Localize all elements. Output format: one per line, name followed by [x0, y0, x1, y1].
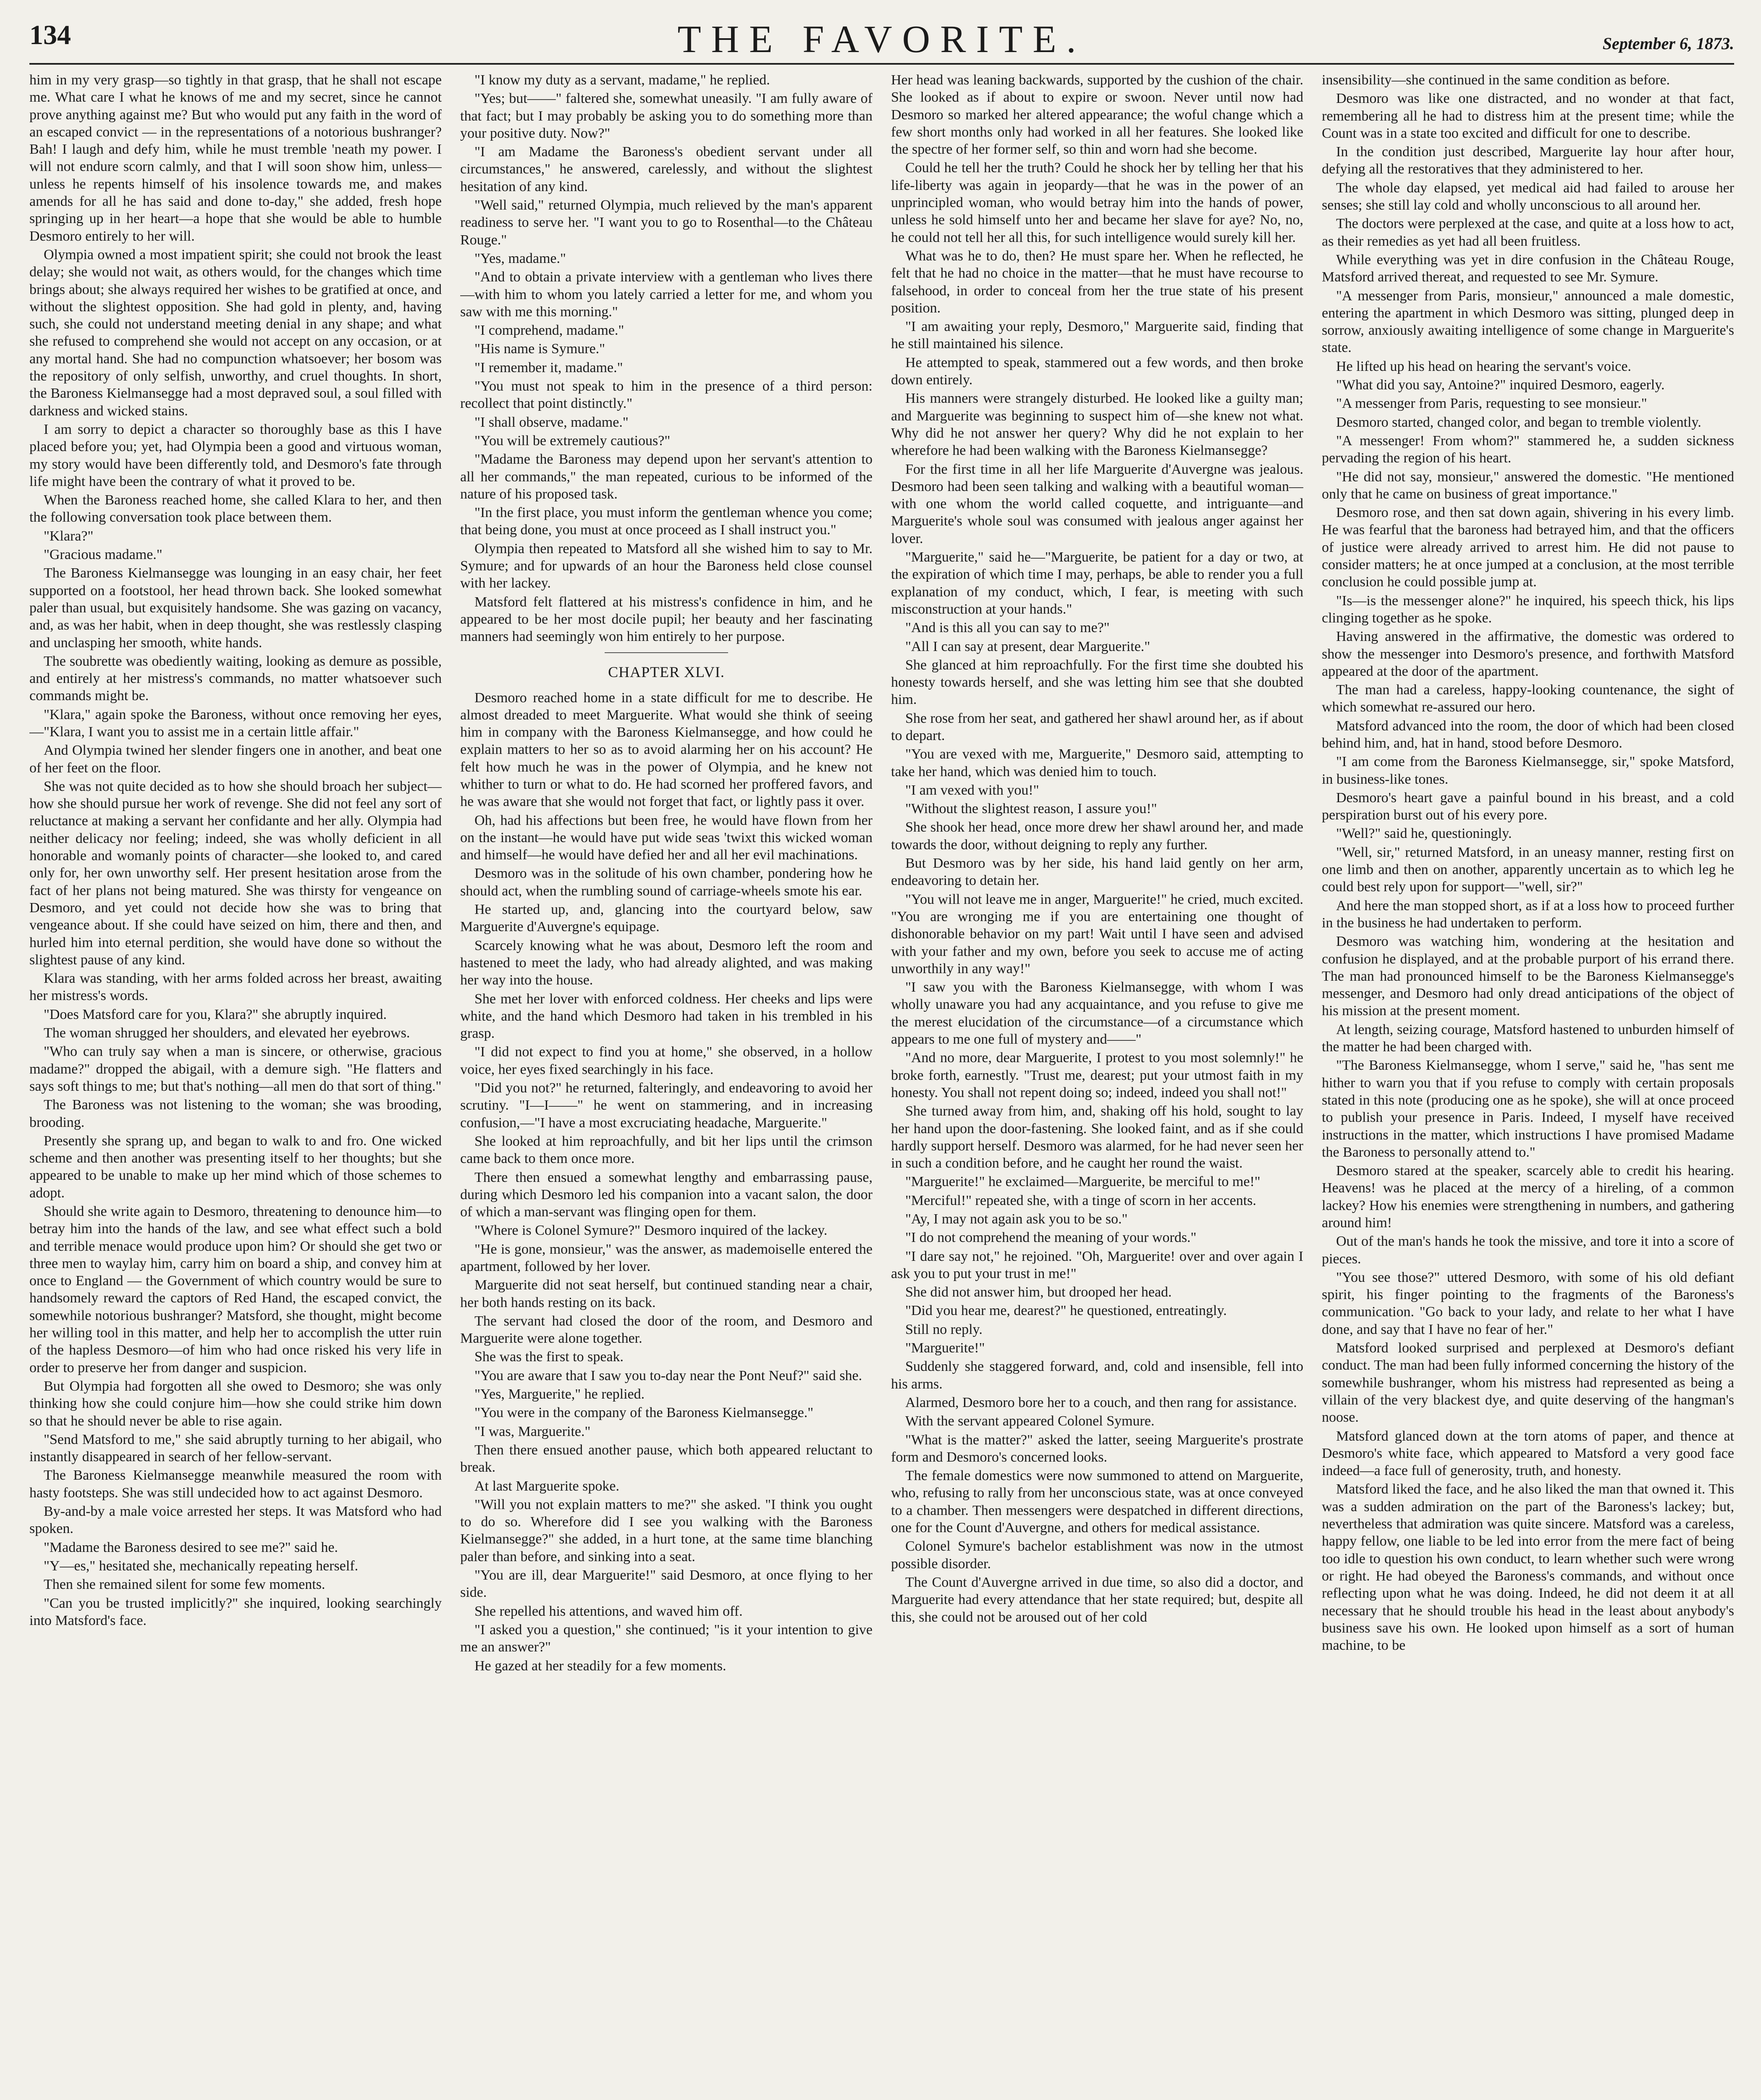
paragraph: "I remember it, madame." [474, 360, 623, 375]
paragraph: "Did you hear me, dearest?" he questioned, entreatingly. [905, 1303, 1227, 1319]
paragraph: And Olympia twined her slender fingers one in another, and beat one of her feet on the floor. [29, 743, 442, 776]
paragraph: Desmoro stared at the speaker, scarcely able to credit his hearing. Heavens! was he placed at the mercy of a hireling, of a common lackey? How his enemies were strengthening in numbers, and gathering around him! [1322, 1163, 1734, 1231]
issue-date: September 6, 1873. [1602, 34, 1734, 53]
paragraph: Desmoro reached home in a state difficult for me to describe. He almost dreaded to meet Marguerite. What would she think of seeing him in company with the Baroness Kielmansegge, and how could he explain matters to her so as to avoid alarming her on his account? He felt how much he was in the power of Olympia, and he knew not whither to turn or what to do. He had scorned her proffered favors, and he was aware that she would not forget that fact, or lightly pass it over. [460, 690, 873, 810]
paragraph: "I dare say not," he rejoined. "Oh, Marguerite! over and over again I ask you to put your trust in me!" [891, 1248, 1303, 1281]
paragraph: She rose from her seat, and gathered her shawl around her, as if about to depart. [891, 710, 1303, 743]
paragraph: "And to obtain a private interview with a gentleman who lives there—with him to whom you lately carried a letter for me, and whom you saw with me this morning." [460, 269, 873, 320]
paragraph: "Madame the Baroness desired to see me?" said he. [44, 1539, 338, 1555]
paragraph: "The Baroness Kielmansegge, whom I serve," said he, "has sent me hither to warn you that if you refuse to comply with certain proposals stated in this note (producing one as he spoke), she will at once proceed to publish your presence in Paris. Indeed, I myself have received instructions in the matter, which instructions I have promised Madame the Baroness to personally attend to." [1322, 1058, 1734, 1160]
paragraph: Still no reply. [905, 1321, 983, 1337]
paragraph: "What is the matter?" asked the latter, seeing Marguerite's prostrate form and Desmoro's concerned looks. [891, 1432, 1303, 1465]
paragraph: "I was, Marguerite." [474, 1423, 591, 1439]
paragraph: "What did you say, Antoine?" inquired Desmoro, eagerly. [1336, 377, 1665, 393]
column-2-top [460, 71, 873, 646]
paragraph: "I do not comprehend the meaning of your words." [905, 1230, 1197, 1246]
page-header [29, 17, 1734, 59]
paragraph: She met her lover with enforced coldness. Her cheeks and lips were white, and the hand which Desmoro had taken in his trembled in his grasp. [460, 991, 873, 1042]
paragraph: Suddenly she staggered forward, and, cold and insensible, fell into his arms. [891, 1359, 1303, 1392]
paragraph: "I asked you a question," she continued; "is it your intention to give me an answer?" [460, 1622, 873, 1655]
paragraph: "Klara?" [44, 528, 94, 544]
paragraph: At last Marguerite spoke. [474, 1478, 619, 1494]
paragraph: Alarmed, Desmoro bore her to a couch, and then rang for assistance. [905, 1394, 1297, 1410]
paragraph: He started up, and, glancing into the courtyard below, saw Marguerite d'Auvergne's equipage. [460, 902, 873, 935]
paragraph: "I know my duty as a servant, madame," he replied. [474, 72, 770, 88]
paragraph: "I am come from the Baroness Kielmansegge, sir," spoke Matsford, in business-like tones. [1322, 754, 1734, 787]
paragraph: With the servant appeared Colonel Symure. [905, 1413, 1155, 1429]
paragraph: "Yes, madame." [474, 250, 566, 266]
header-rule [29, 63, 1734, 65]
paragraph: "He is gone, monsieur," was the answer, as mademoiselle entered the apartment, followed by her lover. [460, 1241, 873, 1274]
paragraph: "I saw you with the Baroness Kielmansegge, with whom I was wholly unaware you had any acquaintance, and you refuse to give me the merest elucidation of the circumstance—of a circumstance which appears to me one full of mystery and——" [891, 979, 1303, 1047]
paragraph: "You are ill, dear Marguerite!" said Desmoro, at once flying to her side. [460, 1567, 873, 1601]
paragraph: There then ensued a somewhat lengthy and embarrassing pause, during which Desmoro led his companion into a vacant salon, the door of which a man-servant was flinging open for them. [460, 1169, 873, 1220]
paragraph: The soubrette was obediently waiting, looking as demure as possible, and entirely at her mistress's commands, no matter whatsoever such commands might be. [29, 653, 442, 704]
paragraph: "You will not leave me in anger, Marguerite!" he cried, much excited. "You are wronging me if you are entertaining one thought of dishonorable behavior on my part! Wait until I have seen and advised with your father and my own, before you seek to accuse me of acting unworthily in any way!" [891, 891, 1303, 976]
paragraph: Matsford liked the face, and he also liked the man that owned it. This was a sudden admiration on the part of the Baroness's lackey; but, nevertheless that admiration was quite sincere. Matsford was a careless, happy fellow, one liable to be led into error from the mere fact of being too idle to question his own conduct, to learn whether such were wrong or right. He had obeyed the Baroness's commands, and without once reflecting upon what he was doing. Indeed, he did not deem it at all necessary that he should trouble his head in the least about anybody's business save his own. He looked upon himself as a sort of human machine, to be [1322, 1481, 1734, 1654]
paragraph: Oh, had his affections but been free, he would have flown from her on the instant—he would have put wide seas 'twixt this wicked woman and himself—he would have defied her and all her evil machinations. [460, 812, 873, 863]
paragraph: But Olympia had forgotten all she owed to Desmoro; she was only thinking how she could conjure him—how she could strike him down so that he should never be able to rise again. [29, 1378, 442, 1429]
paragraph: While everything was yet in dire confusion in the Château Rouge, Matsford arrived thereat, and requested to see Mr. Symure. [1322, 252, 1734, 285]
paragraph: When the Baroness reached home, she called Klara to her, and then the following conversation took place between them. [29, 492, 442, 525]
paragraph: The woman shrugged her shoulders, and elevated her eyebrows. [44, 1025, 410, 1041]
paragraph: "Yes; but——" faltered she, somewhat uneasily. "I am fully aware of that fact; but I may probably be asking you to do something more than your positive duty. Now?" [460, 91, 873, 141]
paragraph: She glanced at him reproachfully. For the first time she doubted his honesty towards herself, and she was letting him see that she doubted him. [891, 657, 1303, 708]
paragraph: Scarcely knowing what he was about, Desmoro left the room and hastened to meet the lady, who had already alighted, and was making her way into the house. [460, 937, 873, 988]
paragraph: "A messenger! From whom?" stammered he, a sudden sickness pervading the region of his heart. [1322, 433, 1734, 466]
paragraph: The Baroness was not listening to the woman; she was brooding, brooding. [29, 1097, 442, 1130]
paragraph: She looked at him reproachfully, and bit her lips until the crimson came back to them once more. [460, 1133, 873, 1167]
paragraph: "You must not speak to him in the presence of a third person: recollect that point distinctly." [460, 378, 873, 412]
paragraph: "Marguerite!" [905, 1340, 985, 1356]
paragraph: Matsford advanced into the room, the door of which had been closed behind him, and, hat in hand, stood before Desmoro. [1322, 718, 1734, 751]
paragraph: He gazed at her steadily for a few moments. [474, 1658, 726, 1674]
article-columns [29, 71, 1734, 2100]
paragraph: Could he tell her the truth? Could he shock her by telling her that his life-liberty was again in jeopardy—that he was in the power of an unprincipled woman, who would betray him into the hands of power, unless he sold himself unto her and became her slave for aye? No, no, he could not tell her all this, for such intelligence would surely kill her. [891, 160, 1303, 245]
paragraph: For the first time in all her life Marguerite d'Auvergne was jealous. Desmoro had been seen talking and walking with a beautiful woman—with one whom the world called coquette, and intriguante—and Marguerite's whole soul was consumed with jealous anger against her lover. [891, 461, 1303, 546]
paragraph: "Well, sir," returned Matsford, in an uneasy manner, resting first on one limb and then on another, apparently uncertain as to which leg he could best rely upon for support—"well, sir?" [1322, 844, 1734, 895]
paragraph: She turned away from him, and, shaking off his hold, sought to lay her hand upon the door-fastening. She looked faint, and as if she could hardly support herself. Desmoro was alarmed, for he had never seen her in such a condition before, and he caught her round the waist. [891, 1103, 1303, 1171]
paragraph: Desmoro started, changed color, and began to tremble violently. [1336, 414, 1701, 430]
paragraph: Desmoro was in the solitude of his own chamber, pondering how he should act, when the rumbling sound of carriage-wheels smote his ear. [460, 866, 873, 899]
paragraph: The whole day elapsed, yet medical aid had failed to arouse her senses; she still lay cold and wholly unconscious to all around her. [1322, 180, 1734, 213]
column-2 [460, 71, 873, 2100]
paragraph: "I did not expect to find you at home," she observed, in a hollow voice, her eyes fixed searchingly in his face. [460, 1044, 873, 1077]
paragraph: "Merciful!" repeated she, with a tinge of scorn in her accents. [905, 1192, 1256, 1208]
column-2-bottom [460, 689, 873, 1675]
paragraph: "Well?" said he, questioningly. [1336, 826, 1512, 842]
paragraph: Colonel Symure's bachelor establishment was now in the utmost possible disorder. [891, 1538, 1303, 1572]
paragraph: "Send Matsford to me," she said abruptly turning to her abigail, who instantly disappeared in search of her fellow-servant. [29, 1431, 442, 1465]
chapter-heading: CHAPTER XLVI. [608, 663, 725, 680]
paragraph: Klara was standing, with her arms folded across her breast, awaiting her mistress's words. [29, 971, 442, 1004]
paragraph: "He did not say, monsieur," answered the domestic. "He mentioned only that he came on business of great importance." [1322, 469, 1734, 502]
paragraph: Matsford glanced down at the torn atoms of paper, and thence at Desmoro's white face, which appeared to Matsford a very good face indeed—a face full of generosity, truth, and honesty. [1322, 1428, 1734, 1479]
paragraph: The Baroness Kielmansegge meanwhile measured the room with hasty footsteps. She was still undecided how to act against Desmoro. [29, 1467, 442, 1501]
paragraph: "And is this all you can say to me?" [905, 620, 1110, 636]
paragraph: At length, seizing courage, Matsford hastened to unburden himself of the matter he had been charged with. [1322, 1021, 1734, 1055]
paragraph: She shook her head, once more drew her shawl around her, and made towards the door, without deigning to reply any further. [891, 819, 1303, 853]
paragraph: She did not answer him, but drooped her head. [905, 1284, 1172, 1300]
paragraph: And here the man stopped short, as if at a loss how to proceed further in the business he had undertaken to perform. [1322, 898, 1734, 931]
column-4 [1322, 71, 1734, 2100]
paragraph: "Ay, I may not again ask you to be so." [905, 1211, 1128, 1227]
paragraph: His manners were strangely disturbed. He looked like a guilty man; and Marguerite was beginning to suspect him of—she knew not what. Why did he not answer her query? Why did he not explain to her wherefore he had been walking with the Baroness Kielmansegge? [891, 391, 1303, 459]
paragraph: "Can you be trusted implicitly?" she inquired, looking searchingly into Matsford's face. [29, 1595, 442, 1628]
paragraph: The female domestics were now summoned to attend on Marguerite, who, refusing to rally from her unconscious state, was at once conveyed to a chamber. Then messengers were despatched in different directions, one for the Count d'Auvergne, and others for medical assistance. [891, 1468, 1303, 1536]
paragraph: insensibility—she continued in the same condition as before. [1322, 72, 1670, 88]
paragraph: "I comprehend, madame." [474, 323, 624, 339]
paragraph: Then she remained silent for some few moments. [44, 1577, 325, 1593]
paragraph: The man had a careless, happy-looking countenance, the sight of which somewhat re-assured our hero. [1322, 682, 1734, 715]
paragraph: Desmoro's heart gave a painful bound in his breast, and a cold perspiration burst out of his every pore. [1322, 790, 1734, 823]
paragraph: "I am awaiting your reply, Desmoro," Marguerite said, finding that he still maintained his silence. [891, 319, 1303, 352]
paragraph: "Yes, Marguerite," he replied. [474, 1386, 645, 1402]
paragraph: Matsford felt flattered at his mistress's confidence in him, and he appeared to be her most docile pupil; her beauty and her fascinating manners had seemingly won him entirely to her purpose. [460, 594, 873, 645]
paragraph: "All I can say at present, dear Marguerite." [905, 638, 1150, 654]
paragraph: She was not quite decided as to how she should broach her subject—how she should pursue her work of revenge. She did not feel any sort of reluctance at making a servant her confidante and her ally. Olympia had neither delicacy nor feeling; indeed, she was wholly deficient in all honorable and womanly points of character—she looked to, and cared only for, her own unworthy self. Her present hesitation arose from the fact of her plans not being matured. She was thirsty for vengeance on Desmoro, and yet could not decide how she was to bring that vengeance about. If she could have seized on him, there and then, and hurled him into eternal perdition, she would have done so without the slightest pause of any kind. [29, 778, 442, 968]
paragraph: In the condition just described, Marguerite lay hour after hour, defying all the restoratives that they administered to her. [1322, 144, 1734, 177]
paragraph: "And no more, dear Marguerite, I protest to you most solemnly!" he broke forth, earnestly. "Trust me, dearest; put your utmost faith in my honesty. You shall not repent doing so; indeed, indeed you shall not!" [891, 1050, 1303, 1100]
paragraph: "Will you not explain matters to me?" she asked. "I think you ought to do so. Wherefore did I see you walking with the Baroness Kielmansegge?" she added, in a hurt tone, at the same time blanching paler than before, and sinking into a seat. [460, 1496, 873, 1564]
page-number: 134 [29, 20, 71, 50]
paragraph: She repelled his attentions, and waved him off. [474, 1603, 743, 1619]
paragraph: Olympia then repeated to Matsford all she wished him to say to Mr. Symure; and for upwards of an hour the Baroness held close counsel with her lackey. [460, 541, 873, 591]
paragraph: "Does Matsford care for you, Klara?" she abruptly inquired. [44, 1006, 387, 1022]
paragraph: The Baroness Kielmansegge was lounging in an easy chair, her feet supported on a footstool, her head thrown back. She looked somewhat paler than usual, but exquisitely handsome. She was gazing on vacancy, and, as was her habit, when in deep thought, she was restlessly clasping and unclasping her smooth, white hands. [29, 565, 442, 651]
paragraph: Desmoro rose, and then sat down again, shivering in his every limb. He was fearful that the baroness had betrayed him, and that the officers of justice were already arrived to arrest him. He did not pause to consider matters; he at once jumped at a conclusion, at the most terrible conclusion he could possible jump at. [1322, 505, 1734, 590]
paragraph: "A messenger from Paris, monsieur," announced a male domestic, entering the apartment in which Desmoro was sitting, plunged deep in sorrow, anxiously awaiting intelligence of some change in Marguerite's state. [1322, 288, 1734, 356]
paragraph: The servant had closed the door of the room, and Desmoro and Marguerite were alone together. [460, 1313, 873, 1347]
paragraph: "A messenger from Paris, requesting to see monsieur." [1336, 396, 1647, 412]
paragraph: him in my very grasp—so tightly in that grasp, that he shall not escape me. What care I what he knows of me and my secret, since he cannot prove anything against me? But who would put any faith in the word of an escaped convict — in the representations of a notorious bushranger? Bah! I laugh and defy him, while he must tremble 'neath my power. I will not endure scorn calmly, and that I will soon show him, unless—unless he repents himself of his insolence towards me, and makes amends for all he has said and done to-day," she added, fresh hope springing up in her heart—a hope that she would be able to humble Desmoro entirely to her will. [29, 72, 442, 244]
paragraph: "Well said," returned Olympia, much relieved by the man's apparent readiness to serve her. "I want you to go to Rosenthal—to the Château Rouge." [460, 197, 873, 248]
paragraph: "Who can truly say when a man is sincere, or otherwise, gracious madame?" dropped the abigail, with a demure sigh. "He flatters and says soft things to me; but that's nothing—all men do that sort of thing." [29, 1044, 442, 1094]
paragraph: "His name is Symure." [474, 341, 605, 357]
masthead-title: THE FAVORITE. [677, 18, 1086, 60]
paragraph: Should she write again to Desmoro, threatening to denounce him—to betray him into the hands of the law, and see what effect such a bold and terrible menace would produce upon him? Or should she get two or three men to waylay him, carry him on board a ship, and convey him at once to England — the Government of which country would be sure to handsomely reward the captors of Red Hand, the escaped convict, the somewhile notorious bushranger? Matsford, she thought, might become her willing tool in this matter, and help her to accomplish the utter ruin of the hapless Desmoro—of him who had once risked his very life in order to preserve her from danger and suspicion. [29, 1204, 442, 1376]
paragraph: "You will be extremely cautious?" [474, 433, 671, 449]
paragraph: Matsford looked surprised and perplexed at Desmoro's defiant conduct. The man had been fully informed concerning the history of the somewhile bushranger, whom his mistress had represented as being a villain of the very blackest dye, and quite deserving of the hangman's noose. [1322, 1340, 1734, 1425]
paragraph: "Did you not?" he returned, falteringly, and endeavoring to avoid her scrutiny. "I—I——" he went on stammering, and in increasing confusion,—"I have a most excruciating headache, Marguerite." [460, 1080, 873, 1131]
paragraph: He attempted to speak, stammered out a few words, and then broke down entirely. [891, 354, 1303, 388]
chapter-divider [605, 652, 729, 653]
paragraph: "Gracious madame." [44, 547, 162, 563]
paragraph: Her head was leaning backwards, supported by the cushion of the chair. She looked as if about to expire or swoon. Never until now had Desmoro so marked her altered appearance; the woful change which a few short months only had worked in all her features. She looked like the spectre of her former self, so thin and worn had she become. [891, 72, 1303, 158]
paragraph: "Klara," again spoke the Baroness, without once removing her eyes,—"Klara, I want you to assist me in a certain little affair." [29, 706, 442, 740]
paragraph: I am sorry to depict a character so thoroughly base as this I have placed before you; yet, had Olympia been a good and virtuous woman, my story would have been differently told, and Desmoro's fate through life might have been the contrary of what it proved to be. [29, 421, 442, 489]
paragraph: Then there ensued another pause, which both appeared reluctant to break. [460, 1442, 873, 1475]
paragraph: Olympia owned a most impatient spirit; she could not brook the least delay; she would not wait, as others would, for the changes which time brings about; she always required her wishes to be gratified at once, and without the slightest opposition. She had gold in plenty, and, having such, she could not understand meeting denial in any shape; and what she refused to comprehend she would not accept on any occasion, or at any mortal hand. She had no compunction whatsoever; her bosom was the repository of only selfish, unworthy, and cruel thoughts. In short, the Baroness Kielmansegge had a most depraved soul, a soul filled with darkness and wicked stains. [29, 247, 442, 419]
paragraph: "Madame the Baroness may depend upon her servant's attention to all her commands," the man repeated, curious to be informed of the nature of his proposed task. [460, 452, 873, 502]
paragraph: But Desmoro was by her side, his hand laid gently on her arm, endeavoring to detain her. [891, 856, 1303, 889]
column-3 [891, 71, 1303, 2100]
paragraph: The doctors were perplexed at the case, and quite at a loss how to act, as their remedies as yet had all been fruitless. [1322, 216, 1734, 249]
paragraph: "You were in the company of the Baroness Kielmansegge." [474, 1405, 814, 1421]
paragraph: "I am vexed with you!" [905, 782, 1039, 798]
paragraph: "I shall observe, madame." [474, 414, 629, 430]
paragraph: Presently she sprang up, and began to walk to and fro. One wicked scheme and then another was presenting itself to her thoughts; but she appeared to be unable to make up her mind which of those schemes to adopt. [29, 1133, 442, 1201]
paragraph: Desmoro was like one distracted, and no wonder at that fact, remembering all he had to distress him at the present time; while the Count was in a state too excited and difficult for one to describe. [1322, 91, 1734, 141]
paragraph: Marguerite did not seat herself, but continued standing near a chair, her both hands resting on its back. [460, 1277, 873, 1310]
paragraph: Out of the man's hands he took the missive, and tore it into a score of pieces. [1322, 1234, 1734, 1267]
column-1 [29, 71, 442, 2100]
paragraph: She was the first to speak. [474, 1349, 624, 1365]
paragraph: "You are aware that I saw you to-day near the Pont Neuf?" said she. [474, 1368, 862, 1383]
paragraph: He lifted up his head on hearing the servant's voice. [1336, 358, 1631, 374]
paragraph: By-and-by a male voice arrested her steps. It was Matsford who had spoken. [29, 1504, 442, 1537]
paragraph: "You see those?" uttered Desmoro, with some of his old defiant spirit, his finger pointing to the fragments of the Baroness's communication. "Go back to your lady, and relate to her what I have done, and say that I have no fear of her." [1322, 1269, 1734, 1337]
paragraph: "Marguerite," said he—"Marguerite, be patient for a day or two, at the expiration of which time I may, perhaps, be able to render you a full explanation of my conduct, which, I fear, is meeting with such misconstruction at your hands." [891, 549, 1303, 617]
paragraph: Desmoro was watching him, wondering at the hesitation and confusion he displayed, and at the probable purport of his errand there. The man had pronounced himself to be the Baroness Kielmansegge's messenger, and Desmoro had only dread anticipations of the object of his mission at the present moment. [1322, 934, 1734, 1019]
paragraph: "Is—is the messenger alone?" he inquired, his speech thick, his lips clinging together as he spoke. [1322, 593, 1734, 626]
paragraph: "You are vexed with me, Marguerite," Desmoro said, attempting to take her hand, which was denied him to touch. [891, 746, 1303, 780]
paragraph: "I am Madame the Baroness's obedient servant under all circumstances," he answered, carelessly, and without the slightest hesitation of any kind. [460, 144, 873, 194]
paragraph: "Where is Colonel Symure?" Desmoro inquired of the lackey. [474, 1223, 828, 1239]
paragraph: What was he to do, then? He must spare her. When he reflected, he felt that he had no choice in the matter—that he must have recourse to falsehood, in order to conceal from her the true state of his present position. [891, 248, 1303, 316]
paragraph: "Without the slightest reason, I assure you!" [905, 801, 1157, 817]
paragraph: The Count d'Auvergne arrived in due time, so also did a doctor, and Marguerite had every attendance that her state required; but, despite all this, she could not be aroused out of her cold [891, 1574, 1303, 1625]
paragraph: Having answered in the affirmative, the domestic was ordered to show the messenger into Desmoro's presence, and forthwith Matsford appeared at the door of the apartment. [1322, 629, 1734, 679]
paragraph: "In the first place, you must inform the gentleman whence you come; that being done, you must at once proceed as I shall instruct you." [460, 505, 873, 538]
paragraph: "Y—es," hesitated she, mechanically repeating herself. [44, 1558, 359, 1574]
paragraph: "Marguerite!" he exclaimed—Marguerite, be merciful to me!" [905, 1174, 1260, 1190]
